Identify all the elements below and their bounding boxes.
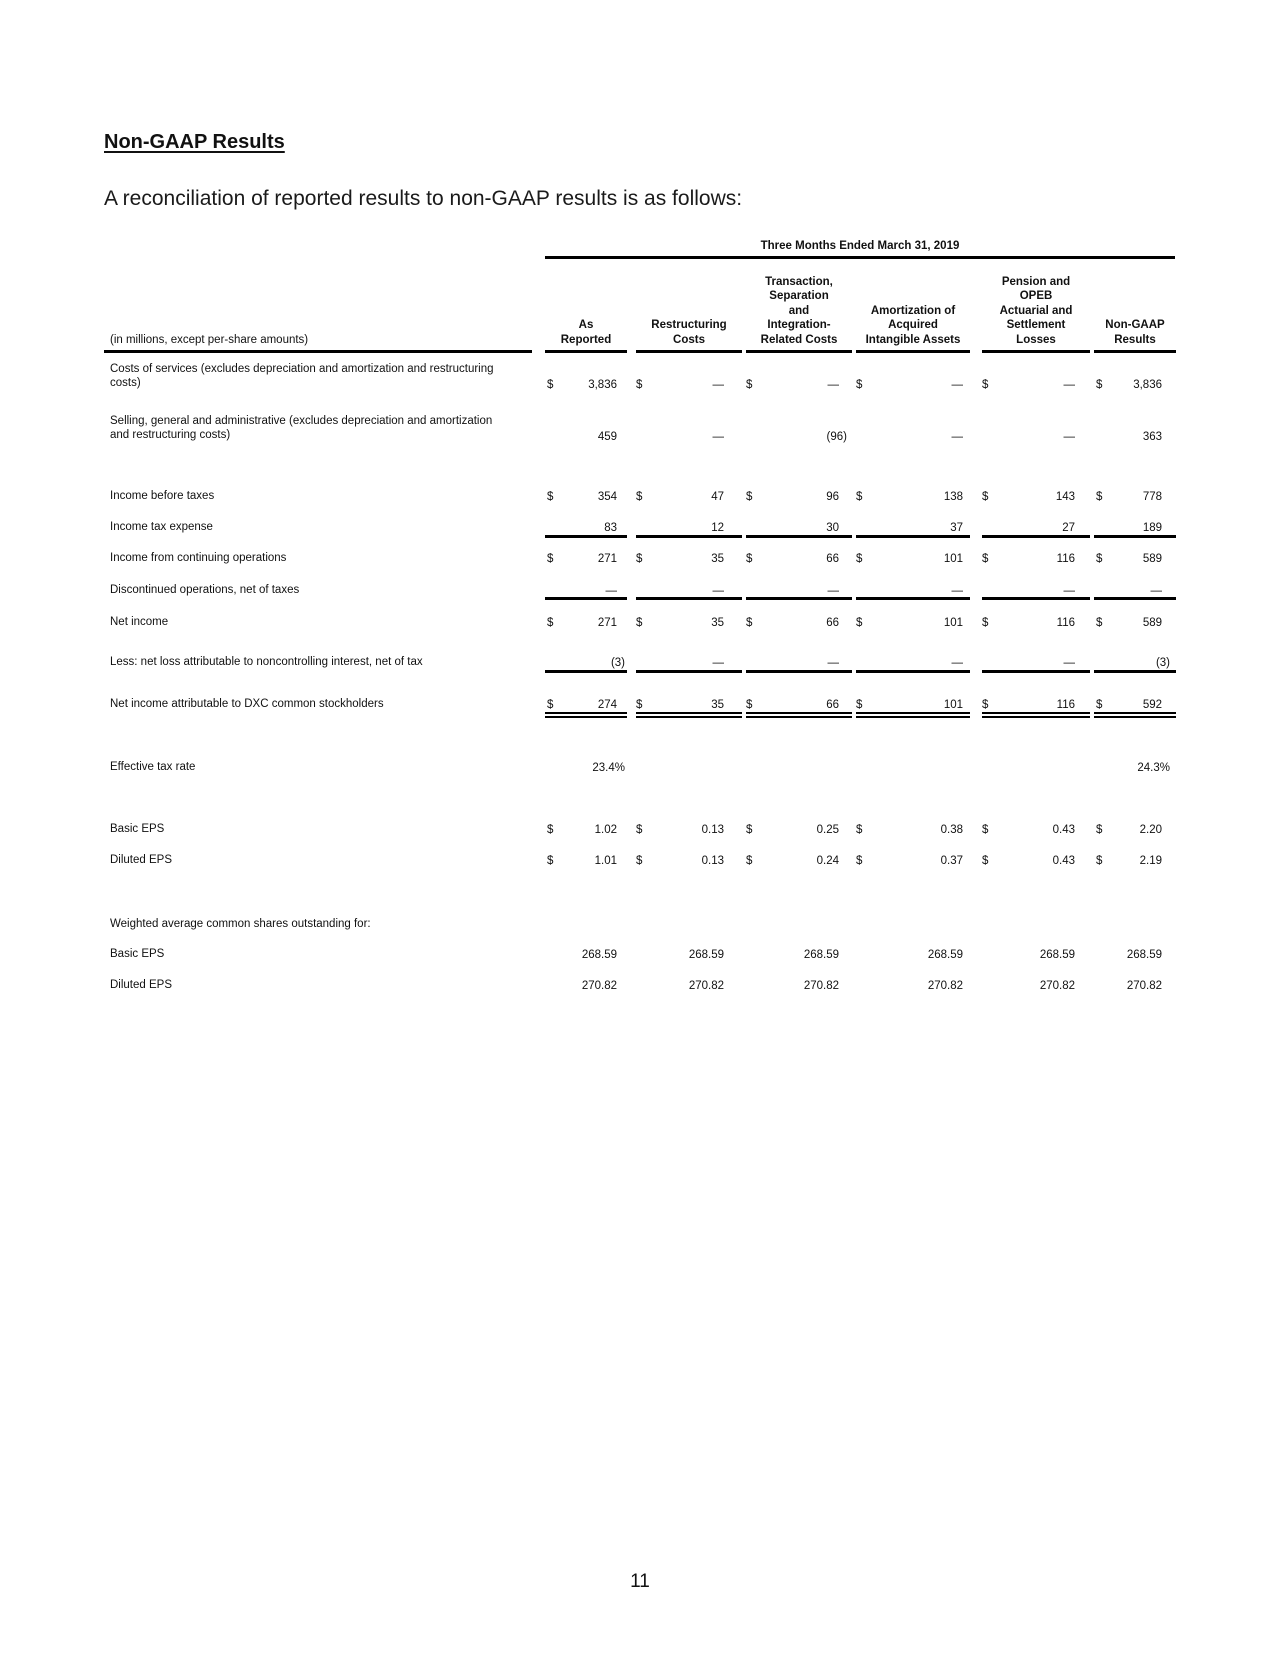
column-header-line: Transaction, xyxy=(765,275,833,288)
table-cell: 271 xyxy=(597,553,617,565)
table-cell: 2.20 xyxy=(1139,824,1162,836)
column-header-line: Costs xyxy=(673,333,705,346)
table-cell: 116 xyxy=(1056,553,1075,565)
row-label xyxy=(110,947,540,961)
table-cell: — xyxy=(827,585,839,597)
table-cell: 268.59 xyxy=(803,949,839,961)
row-label-line: Diluted EPS xyxy=(110,854,173,866)
column-header-line: Amortization of xyxy=(870,304,956,317)
subtotal-rule xyxy=(545,535,627,538)
double-underline xyxy=(982,712,1090,714)
row-label xyxy=(110,583,540,597)
table-cell: — xyxy=(951,379,963,391)
currency-symbol: $ xyxy=(746,379,753,391)
table-cell: 1.01 xyxy=(594,855,617,867)
table-cell: 66 xyxy=(826,699,839,711)
row-label-line: Discontinued operations, net of taxes xyxy=(110,584,300,596)
table-cell: 270.82 xyxy=(1039,980,1075,992)
currency-symbol: $ xyxy=(856,824,863,836)
table-cell: — xyxy=(951,585,963,597)
row-label xyxy=(110,551,540,565)
row-label xyxy=(110,615,540,629)
row-label-line: Income tax expense xyxy=(110,521,213,533)
row-label xyxy=(110,697,540,711)
table-cell: 116 xyxy=(1056,617,1075,629)
table-cell: — xyxy=(1150,585,1162,597)
subtotal-rule xyxy=(746,597,852,600)
period-rule xyxy=(545,256,1175,259)
table-cell: 0.37 xyxy=(940,855,963,867)
column-header xyxy=(982,275,1090,348)
table-cell: (3) xyxy=(610,657,625,669)
currency-symbol: $ xyxy=(982,824,989,836)
column-header-line: Losses xyxy=(1016,333,1056,346)
column-header xyxy=(856,304,970,348)
table-cell: 268.59 xyxy=(581,949,617,961)
subtotal-rule xyxy=(636,597,742,600)
subtotal-rule xyxy=(636,670,742,673)
table-cell: 268.59 xyxy=(1039,949,1075,961)
column-header-rule xyxy=(746,350,852,353)
table-cell: 23.4% xyxy=(592,762,625,774)
table-cell: 101 xyxy=(943,699,963,711)
table-cell: 30 xyxy=(826,522,839,534)
subtotal-rule xyxy=(982,597,1090,600)
column-header-line: Non-GAAP xyxy=(1105,319,1165,331)
table-cell: — xyxy=(951,657,963,669)
table-cell: 274 xyxy=(597,699,617,711)
currency-symbol: $ xyxy=(636,491,643,503)
table-cell: 268.59 xyxy=(688,949,724,961)
row-label-line: Net income attributable to DXC common stockholders xyxy=(110,698,384,710)
currency-symbol: $ xyxy=(1096,491,1103,503)
column-header-line: OPEB xyxy=(1019,290,1053,302)
table-cell: — xyxy=(1063,431,1075,443)
currency-symbol: $ xyxy=(746,855,753,867)
column-header-rule xyxy=(636,350,742,353)
currency-symbol: $ xyxy=(856,379,863,391)
table-cell: — xyxy=(712,431,724,443)
table-cell: 270.82 xyxy=(927,980,963,992)
currency-symbol: $ xyxy=(547,617,554,629)
table-cell: 589 xyxy=(1142,553,1162,565)
table-cell: (96) xyxy=(826,431,847,443)
currency-symbol: $ xyxy=(636,824,643,836)
row-label-line: Basic EPS xyxy=(110,948,165,960)
double-underline xyxy=(636,716,742,718)
currency-symbol: $ xyxy=(856,699,863,711)
column-header-rule xyxy=(856,350,970,353)
subtotal-rule xyxy=(856,597,970,600)
currency-symbol: $ xyxy=(636,699,643,711)
intro-text: A reconciliation of reported results to non-GAAP results is as follows: xyxy=(104,187,743,210)
column-header-line: Pension and xyxy=(1001,275,1071,288)
row-label xyxy=(110,760,540,774)
subtotal-rule xyxy=(982,670,1090,673)
column-header xyxy=(545,318,627,347)
currency-symbol: $ xyxy=(746,553,753,565)
currency-symbol: $ xyxy=(856,617,863,629)
subtotal-rule xyxy=(1094,597,1176,600)
column-header-line: Acquired xyxy=(888,319,938,331)
currency-symbol: $ xyxy=(1096,553,1103,565)
table-cell: 0.43 xyxy=(1052,824,1075,836)
table-cell: 268.59 xyxy=(927,949,963,961)
row-label xyxy=(110,489,540,503)
double-underline xyxy=(746,716,852,718)
currency-symbol: $ xyxy=(856,553,863,565)
page-number: 11 xyxy=(630,1571,650,1592)
row-label xyxy=(110,414,540,442)
table-cell: 354 xyxy=(597,491,617,503)
currency-symbol: $ xyxy=(636,553,643,565)
table-cell: 1.02 xyxy=(594,824,617,836)
table-cell: — xyxy=(1063,657,1075,669)
double-underline xyxy=(856,712,970,714)
currency-symbol: $ xyxy=(636,855,643,867)
subtotal-rule xyxy=(1094,670,1176,673)
double-underline xyxy=(636,712,742,714)
table-cell: 96 xyxy=(826,491,839,503)
table-cell: 101 xyxy=(943,553,963,565)
table-cell: 270.82 xyxy=(803,980,839,992)
table-cell: — xyxy=(712,379,724,391)
table-cell: 35 xyxy=(711,617,724,629)
column-header-line: Actuarial and xyxy=(999,304,1073,317)
table-cell: (3) xyxy=(1155,657,1170,669)
column-header xyxy=(746,275,852,348)
table-cell: 83 xyxy=(604,522,617,534)
section-title: Non-GAAP Results xyxy=(104,131,285,153)
table-cell: 592 xyxy=(1142,699,1162,711)
subtotal-rule xyxy=(856,535,970,538)
column-header-rule xyxy=(545,350,627,353)
currency-symbol: $ xyxy=(1096,379,1103,391)
currency-symbol: $ xyxy=(856,491,863,503)
table-cell: — xyxy=(712,657,724,669)
currency-symbol: $ xyxy=(1096,699,1103,711)
double-underline xyxy=(982,716,1090,718)
currency-symbol: $ xyxy=(636,617,643,629)
double-underline xyxy=(545,712,627,714)
currency-symbol: $ xyxy=(1096,824,1103,836)
currency-symbol: $ xyxy=(982,491,989,503)
currency-symbol: $ xyxy=(982,699,989,711)
currency-symbol: $ xyxy=(982,855,989,867)
table-cell: 66 xyxy=(826,553,839,565)
table-cell: — xyxy=(951,431,963,443)
table-cell: 589 xyxy=(1142,617,1162,629)
table-cell: — xyxy=(605,585,617,597)
table-cell: 778 xyxy=(1142,491,1162,503)
table-cell: — xyxy=(1063,379,1075,391)
currency-symbol: $ xyxy=(982,379,989,391)
row-label-line: Selling, general and administrative (excludes depreciation and amortization xyxy=(110,415,493,427)
table-cell: 0.43 xyxy=(1052,855,1075,867)
table-cell: 12 xyxy=(711,522,724,534)
table-cell: 37 xyxy=(950,522,963,534)
column-header-rule xyxy=(982,350,1090,353)
table-cell: 2.19 xyxy=(1139,855,1162,867)
table-cell: 116 xyxy=(1056,699,1075,711)
row-label xyxy=(110,978,540,992)
row-label-line: Less: net loss attributable to noncontrolling interest, net of tax xyxy=(110,656,423,668)
currency-symbol: $ xyxy=(1096,855,1103,867)
table-cell: — xyxy=(1063,585,1075,597)
table-cell: 0.13 xyxy=(701,824,724,836)
units-rule xyxy=(104,350,532,353)
currency-symbol: $ xyxy=(1096,617,1103,629)
table-cell: 270.82 xyxy=(688,980,724,992)
row-label-line: Income before taxes xyxy=(110,490,215,502)
subtotal-rule xyxy=(636,535,742,538)
row-label-line: Basic EPS xyxy=(110,823,165,835)
row-label-line: Net income xyxy=(110,616,169,628)
row-label xyxy=(110,822,540,836)
row-label-line: and restructuring costs) xyxy=(110,429,231,441)
column-header xyxy=(1094,318,1176,347)
currency-symbol: $ xyxy=(547,553,554,565)
subtotal-rule xyxy=(545,670,627,673)
column-header-line: As xyxy=(578,319,594,331)
currency-symbol: $ xyxy=(746,699,753,711)
table-cell: 35 xyxy=(711,699,724,711)
table-cell: 101 xyxy=(943,617,963,629)
currency-symbol: $ xyxy=(746,491,753,503)
column-header-line: Intangible Assets xyxy=(865,333,961,346)
table-cell: — xyxy=(712,585,724,597)
table-cell: — xyxy=(827,379,839,391)
row-label xyxy=(110,917,540,931)
row-label-line: Effective tax rate xyxy=(110,761,196,773)
double-underline xyxy=(545,716,627,718)
currency-symbol: $ xyxy=(547,491,554,503)
currency-symbol: $ xyxy=(746,617,753,629)
subtotal-rule xyxy=(746,670,852,673)
currency-symbol: $ xyxy=(746,824,753,836)
table-cell: 35 xyxy=(711,553,724,565)
double-underline xyxy=(746,712,852,714)
row-label xyxy=(110,853,540,867)
double-underline xyxy=(856,716,970,718)
column-header-line: and xyxy=(788,304,810,317)
table-cell: 271 xyxy=(597,617,617,629)
row-label-line: Diluted EPS xyxy=(110,979,173,991)
table-cell: 47 xyxy=(711,491,724,503)
subtotal-rule xyxy=(856,670,970,673)
table-cell: 3,836 xyxy=(588,379,617,391)
table-cell: 268.59 xyxy=(1126,949,1162,961)
row-label xyxy=(110,362,540,390)
column-header-line: Integration- xyxy=(767,319,831,331)
subtotal-rule xyxy=(982,535,1090,538)
table-cell: — xyxy=(827,657,839,669)
table-cell: 270.82 xyxy=(1126,980,1162,992)
row-label xyxy=(110,520,540,534)
row-label-line: costs) xyxy=(110,377,141,389)
subtotal-rule xyxy=(1094,535,1176,538)
column-header-line: Results xyxy=(1114,333,1156,346)
row-label-line: Costs of services (excludes depreciation and amortization and restructuring xyxy=(110,363,494,375)
currency-symbol: $ xyxy=(547,855,554,867)
column-header-line: Settlement xyxy=(1006,319,1066,331)
currency-symbol: $ xyxy=(982,617,989,629)
table-cell: 24.3% xyxy=(1137,762,1170,774)
row-label-line: Income from continuing operations xyxy=(110,552,287,564)
currency-symbol: $ xyxy=(856,855,863,867)
column-header-line: Separation xyxy=(769,290,829,302)
table-cell: 3,836 xyxy=(1133,379,1162,391)
column-header xyxy=(636,318,742,347)
table-cell: 0.25 xyxy=(816,824,839,836)
currency-symbol: $ xyxy=(636,379,643,391)
table-cell: 143 xyxy=(1055,491,1075,503)
double-underline xyxy=(1094,716,1176,718)
row-label xyxy=(110,655,540,669)
table-cell: 363 xyxy=(1142,431,1162,443)
currency-symbol: $ xyxy=(982,553,989,565)
table-cell: 27 xyxy=(1062,522,1075,534)
table-cell: 270.82 xyxy=(581,980,617,992)
column-header-line: Related Costs xyxy=(760,333,838,346)
table-cell: 0.38 xyxy=(940,824,963,836)
table-cell: 0.13 xyxy=(701,855,724,867)
currency-symbol: $ xyxy=(547,824,554,836)
subtotal-rule xyxy=(545,597,627,600)
table-cell: 189 xyxy=(1142,522,1162,534)
column-header-rule xyxy=(1094,350,1176,353)
column-header-line: Restructuring xyxy=(651,319,727,331)
table-cell: 66 xyxy=(826,617,839,629)
table-cell: 138 xyxy=(943,491,963,503)
table-cell: 459 xyxy=(597,431,617,443)
currency-symbol: $ xyxy=(547,379,554,391)
column-header-line: Reported xyxy=(560,333,612,346)
units-label: (in millions, except per-share amounts) xyxy=(110,334,309,346)
subtotal-rule xyxy=(746,535,852,538)
currency-symbol: $ xyxy=(547,699,554,711)
table-cell: 0.24 xyxy=(816,855,839,867)
row-label-line: Weighted average common shares outstanding for: xyxy=(110,918,371,930)
period-header: Three Months Ended March 31, 2019 xyxy=(760,240,960,252)
double-underline xyxy=(1094,712,1176,714)
